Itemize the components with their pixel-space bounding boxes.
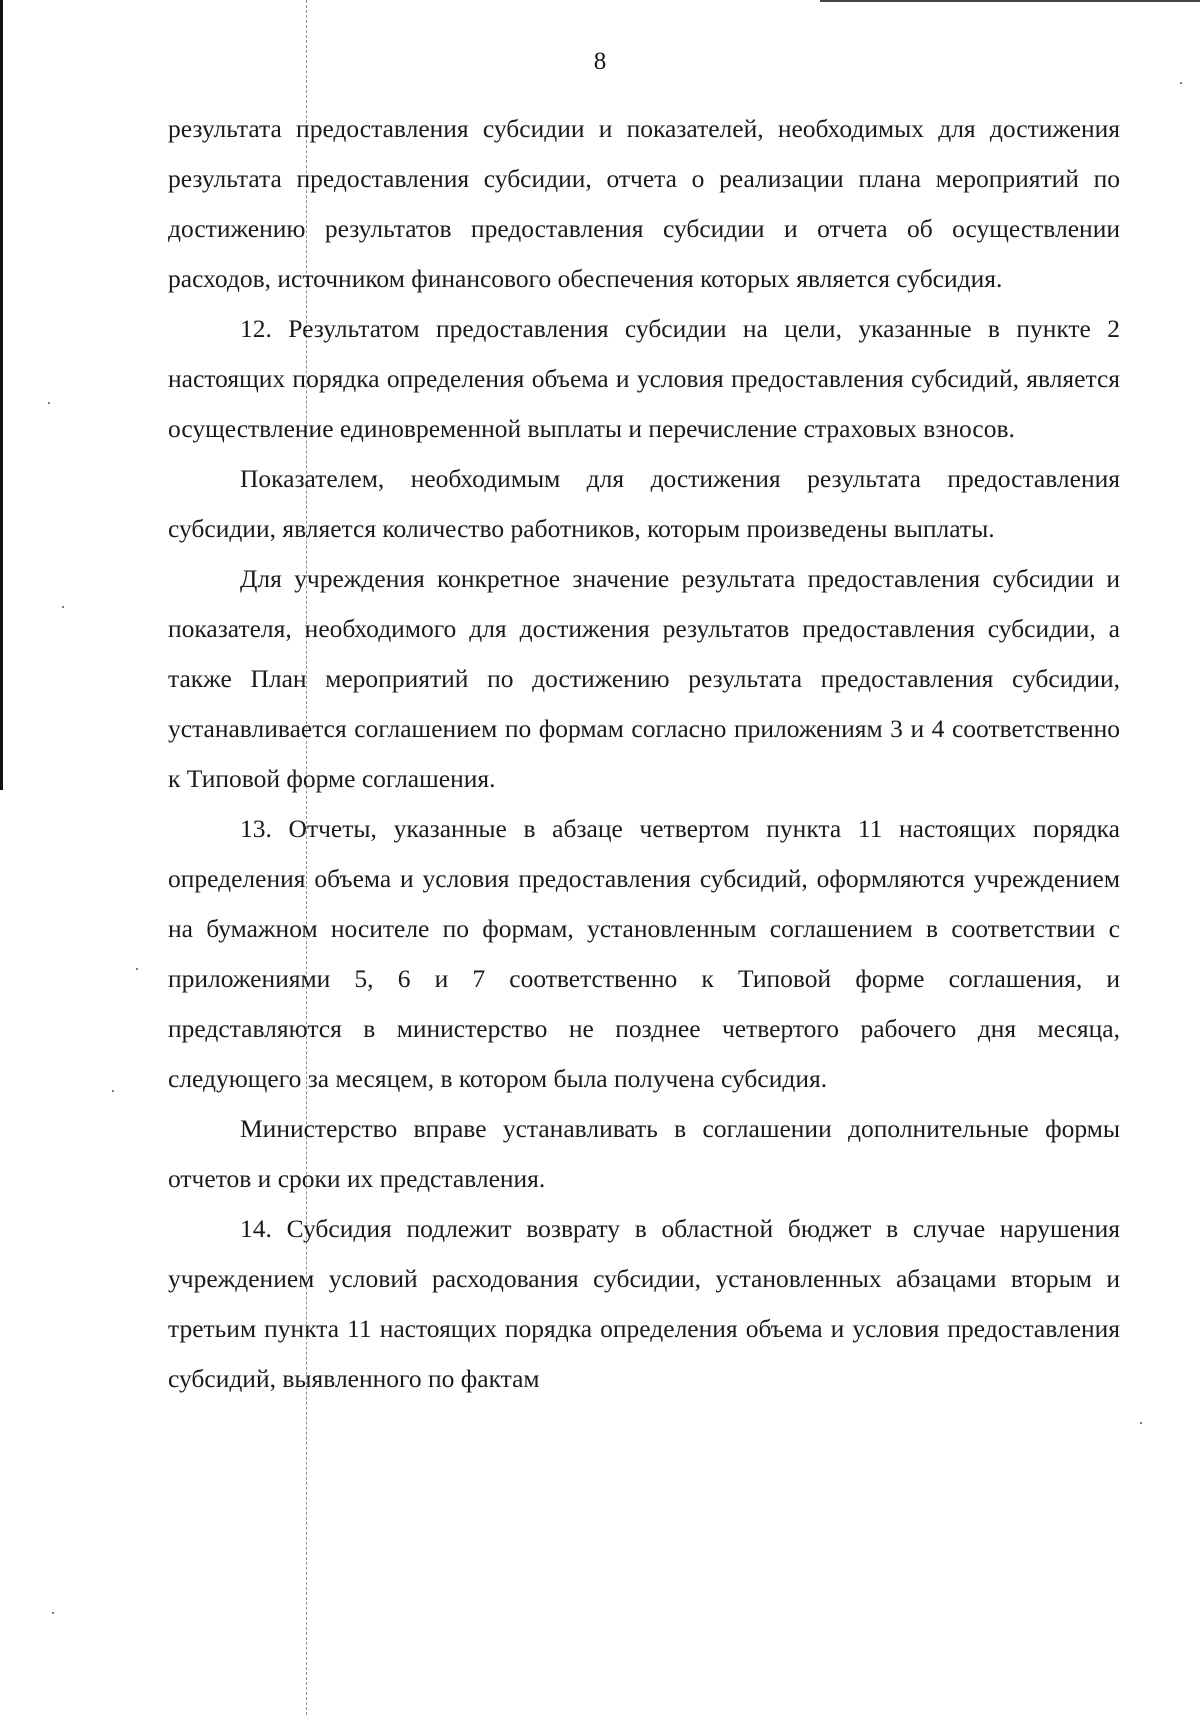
page-number: 8 — [593, 48, 607, 75]
paragraph: Для учреждения конкретное значение результата предоставления субсидии и показателя, необходимого для достижения результатов предоставления субсидии, а также План мероприятий по достижению результата предоставления субсидии, устанавливается соглашением по формам согласно приложениям 3 и 4 соответственно к Типовой форме соглашения. — [168, 564, 1120, 793]
paragraph: результата предоставления субсидии и показателей, необходимых для достижения результата предоставления субсидии, отчета о реализации плана мероприятий по достижению результатов предоставления субсидии и отчета об осуществлении расходов, источником финансового обеспечения которых является субсидия. — [168, 114, 1120, 293]
paragraph: Показателем, необходимым для достижения результата предоставления субсидии, является количество работников, которым произведены выплаты. — [168, 464, 1120, 543]
scan-edge-top — [820, 0, 1200, 2]
scan-speck — [62, 606, 64, 608]
scan-speck — [48, 402, 50, 404]
paragraph: Министерство вправе устанавливать в соглашении дополнительные формы отчетов и сроки их представления. — [168, 1114, 1120, 1193]
scan-speck — [52, 1612, 54, 1614]
document-body — [168, 104, 1120, 1404]
scan-speck — [136, 968, 138, 970]
paragraph: 13. Отчеты, указанные в абзаце четвертом пункта 11 настоящих порядка определения объема и условия предоставления субсидий, оформляются учреждением на бумажном носителе по формам, установленным соглашением в соответствии с приложениями 5, 6 и 7 соответственно к Типовой форме соглашения, и представляются в министерство не позднее четвертого рабочего дня месяца, следующего за месяцем, в котором была получена субсидия. — [168, 814, 1120, 1093]
scan-speck — [112, 1090, 114, 1092]
scan-edge-left — [0, 0, 3, 790]
paragraph: 14. Субсидия подлежит возврату в областной бюджет в случае нарушения учреждением условий расходования субсидии, установленных абзацами вторым и третьим пункта 11 настоящих порядка определения объема и условия предоставления субсидий, выявленного по фактам — [168, 1214, 1120, 1393]
scan-speck — [1180, 82, 1182, 84]
scan-speck — [1140, 1422, 1142, 1424]
paragraph: 12. Результатом предоставления субсидии на цели, указанные в пункте 2 настоящих порядка определения объема и условия предоставления субсидий, является осуществление единовременной выплаты и перечисление страховых взносов. — [168, 314, 1120, 443]
